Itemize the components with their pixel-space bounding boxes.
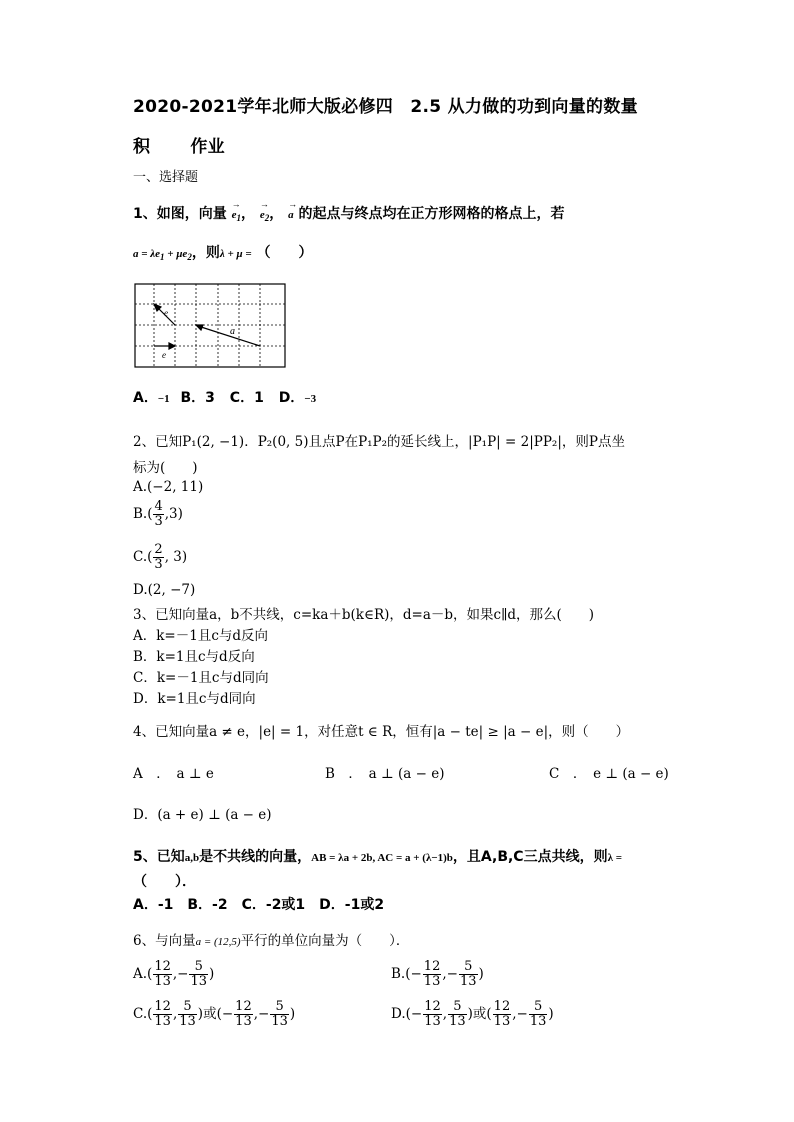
fraction: [423, 1000, 442, 1029]
question-4-option-a: A ． a ⊥ e: [133, 766, 214, 782]
fraction-den: 13: [493, 1014, 511, 1029]
q1-opt-d-val: −3: [304, 393, 317, 405]
fraction: [493, 1000, 512, 1029]
question-2-option-b: [133, 500, 183, 529]
question-3-stem: 3、已知向量a，b不共线，c=ka＋b(k∈R)，d=a－b，如果c∥d，那么( ): [133, 607, 595, 623]
question-6-option-c: C.( $\frac{12}{13}$ , $\frac{5}{13}$ )或(− $\frac{12}{13}$ ,− $\frac{5}{13}$ ): [133, 999, 296, 1029]
fraction-den: 13: [424, 1014, 441, 1029]
q1-equation: $a = \lambda e_1 + \mu e_2$: [133, 248, 192, 262]
fraction-den: 13: [529, 1014, 547, 1029]
vector-e1: → $e_1$: [232, 209, 241, 223]
q5-text-a: 5、已知: [133, 849, 185, 865]
question-2-option-c: [133, 543, 187, 572]
question-4-option-c: C ． e ⊥ (a − e): [549, 766, 669, 782]
fraction-num: 5: [448, 1000, 467, 1015]
q6-vector: a = (12,5): [195, 936, 241, 948]
q6-d-pre: D.(−: [391, 1006, 423, 1022]
q6-text-b: 平行的单位向量为（ ）．: [240, 933, 410, 949]
fraction-den: 13: [271, 1014, 288, 1029]
fraction: [529, 1000, 548, 1029]
q6-b-pre: B.(−: [391, 966, 422, 982]
grid-border: [135, 284, 285, 367]
page-title: 2020-2021学年北师大版必修四 2.5 从力做的功到向量的数量: [133, 97, 638, 117]
fraction-den: 13: [154, 974, 171, 989]
q1-opt-d: D．: [278, 390, 305, 406]
question-6-option-a: A.( $\frac{12}{13}$ ,− $\frac{5}{13}$ ): [133, 959, 215, 989]
q2-c-post: , 3): [164, 549, 188, 565]
grid-figure: [134, 283, 287, 369]
question-2-line1: 2、已知P₁(2, −1)．P₂(0, 5)且点P在P₁P₂的延长线上，|P₁P| = 2|PP₂|，则P点坐: [133, 434, 625, 450]
q5-equation: AB = λa + 2b, AC = a + (λ−1)b: [311, 852, 453, 864]
section-heading: 一、选择题: [133, 170, 199, 185]
q1-opt-b: B．3: [180, 390, 215, 406]
fraction-num: 12: [493, 999, 511, 1014]
question-3-option-d: D．k=1且c与d同向: [133, 691, 256, 707]
fraction-den: 13: [423, 974, 441, 989]
question-1-options: [133, 387, 316, 407]
question-5-line2: （ ）．: [133, 874, 196, 890]
fraction: [459, 960, 478, 989]
fraction: [270, 1000, 289, 1029]
fraction: [189, 960, 208, 989]
question-2-option-a: A.(−2, 11): [133, 479, 204, 495]
question-1-stem: 1、如图，向量 → $e_1$， → $e_2$， → a 的起点与终点均在正方形网格的格点上，若: [133, 203, 565, 223]
question-4-option-d: D．(a + e) ⊥ (a − e): [133, 807, 272, 823]
question-3-option-b: B．k=1且c与d反向: [133, 649, 255, 665]
q6-c-pre: C.(: [133, 1006, 153, 1022]
q5-ab: a,b: [184, 852, 200, 864]
question-6-option-b: B.(− $\frac{12}{13}$ ,− $\frac{5}{13}$ ): [391, 959, 484, 989]
fraction-num: 5: [189, 960, 208, 975]
fraction-den: 13: [190, 974, 208, 989]
question-3-option-c: C．k=－1且c与d同向: [133, 670, 269, 686]
q1-paren: （ ）: [256, 245, 313, 261]
q6-or: 或: [472, 1006, 487, 1022]
fraction-den: 13: [459, 974, 477, 989]
q1-opt-a-val: −1: [157, 393, 170, 405]
fraction: [153, 543, 163, 572]
fraction-den: 3: [154, 514, 163, 529]
question-2-line2: 标为( ): [133, 460, 198, 476]
fraction: [153, 960, 172, 989]
title-homework: 作业: [190, 137, 225, 157]
fraction-den: 13: [235, 1014, 252, 1029]
fraction-num: 12: [235, 999, 252, 1014]
q5-lambda: λ =: [607, 852, 623, 864]
vector-a: → a: [288, 209, 294, 221]
q6-text-a: 6、与向量: [133, 933, 196, 949]
question-6-option-d: D.(− $\frac{12}{13}$ , $\frac{5}{13}$ )或( $\frac{12}{13}$ ,− $\frac{5}{13}$ ): [391, 999, 554, 1029]
fraction-num: 5: [178, 1000, 197, 1015]
q1-text-b: 的起点与终点均在正方形网格的格点上，若: [298, 206, 565, 222]
fraction-num: 12: [423, 959, 441, 974]
fraction-den: 3: [154, 557, 163, 572]
q2-c-pre: C.(: [133, 549, 153, 565]
label-e1: e: [162, 350, 166, 360]
question-4-option-b: B ． a ⊥ (a − e): [325, 766, 445, 782]
q6-or: 或: [203, 1006, 217, 1022]
question-2-option-d: D.(2, −7): [133, 582, 196, 598]
question-4-stem: 4、已知向量a ≠ e，|e| = 1，对任意t ∈ R，恒有|a − te| ≥ |a − e|，则（ ）: [133, 724, 630, 740]
fraction: [234, 1000, 253, 1029]
q6-a-pre: A.(: [133, 966, 153, 982]
fraction: [178, 1000, 197, 1029]
question-5-line1: [133, 846, 622, 866]
q1-text-c: ，则: [191, 245, 220, 261]
q5-text-b: 是不共线的向量，: [199, 849, 312, 865]
q2-b-pre: B.(: [133, 506, 153, 522]
page-title-line2: [133, 132, 225, 157]
fraction-num: 5: [270, 1000, 289, 1015]
label-a: a: [230, 326, 235, 337]
fraction-num: 12: [154, 999, 171, 1014]
q1-opt-c: C．1: [229, 390, 264, 406]
vector-e2: → $e_2$: [260, 209, 269, 223]
fraction-num: 5: [529, 1000, 548, 1015]
fraction-num: 4: [154, 499, 163, 514]
label-e2: e: [164, 308, 168, 318]
q1-lambda-mu: λ + μ =: [219, 248, 252, 260]
question-6-stem: [133, 929, 409, 949]
fraction-num: 12: [154, 959, 171, 974]
q2-b-post: ,3): [164, 506, 183, 522]
q1-opt-a: A．: [133, 390, 158, 406]
fraction-den: 13: [179, 1014, 196, 1029]
fraction-den: 13: [154, 1014, 171, 1029]
q1-text-a: 1、如图，向量: [133, 206, 227, 222]
question-5-options: A．-1 B．-2 C．-2或1 D．-1或2: [133, 897, 385, 913]
fraction-den: 13: [449, 1014, 466, 1029]
question-3-option-a: A．k=－1且c与d反向: [133, 628, 269, 644]
question-1-formula: [133, 242, 313, 262]
fraction: [448, 1000, 467, 1029]
q5-text-c: ，且A,B,C三点共线，则: [452, 849, 608, 865]
fraction: [423, 960, 442, 989]
fraction-num: 5: [459, 960, 478, 975]
title-char: 积: [133, 137, 151, 157]
fraction-num: 2: [154, 542, 163, 557]
fraction: [153, 1000, 172, 1029]
fraction: [153, 500, 163, 529]
fraction-num: 12: [424, 999, 441, 1014]
